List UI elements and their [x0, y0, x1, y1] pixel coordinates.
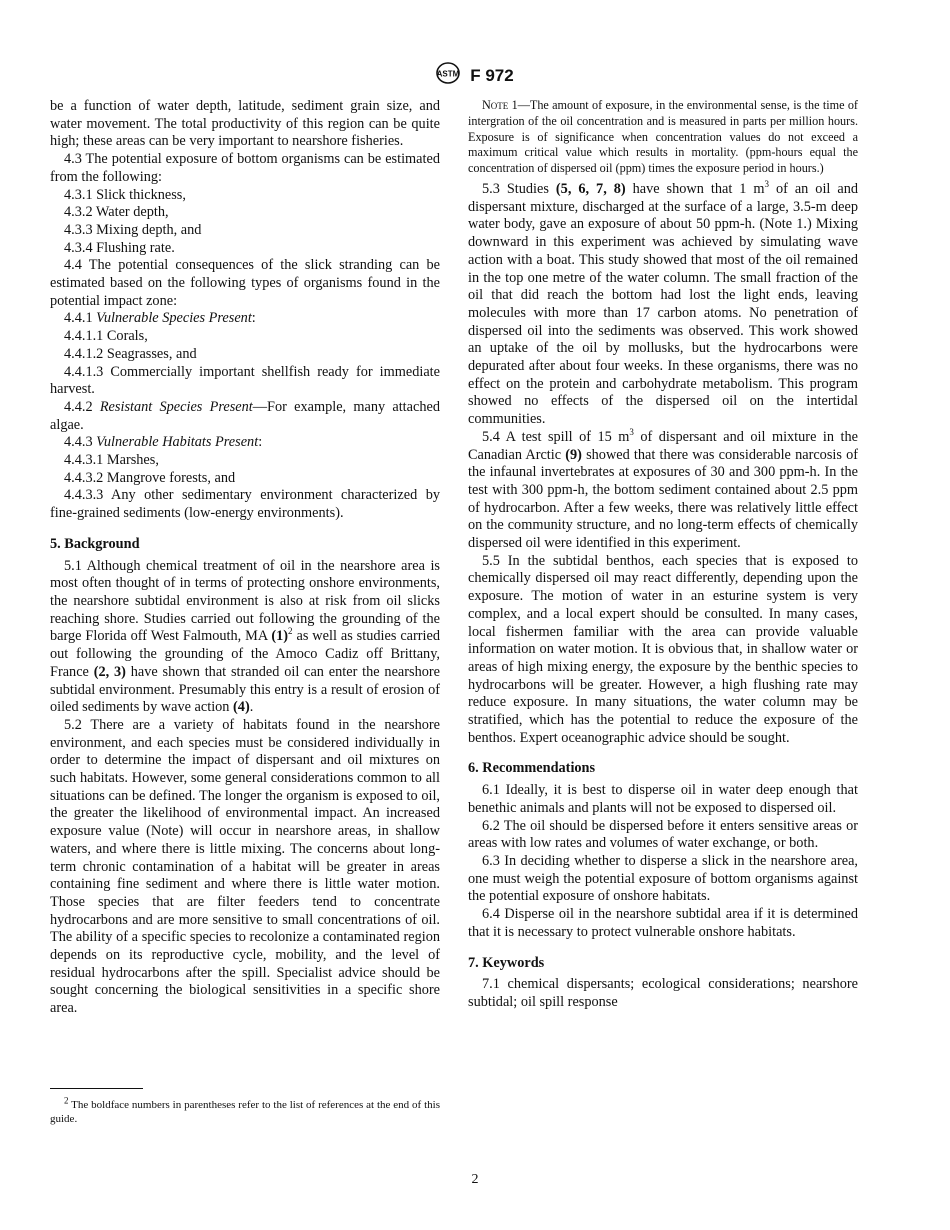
item-4-3-2: 4.3.2 Water depth, — [64, 204, 169, 221]
item-4-4-1-3: 4.4.1.3 Commercially important shellfish ready for immediate harvest. — [50, 363, 440, 398]
section-heading-6: 6. Recommendations — [468, 760, 596, 777]
item-4-3-4: 4.3.4 Flushing rate. — [64, 239, 175, 256]
item-4-4-3-1: 4.4.3.1 Marshes, — [64, 452, 159, 469]
item-4-3-1: 4.3.1 Slick thickness, — [64, 186, 186, 203]
paragraph-5-5: 5.5 In the subtidal benthos, each species that is exposed to chemically dispersed oil may react differently, depending upon the exposure. The motion of water in an esturine system is very complex, and a local expert should be consulted. In many cases, local fishermen familiar with the area can provide valuable information on water motion. It is obvious that, in shallow water or areas of high mixing energy, the exposure by the benthic species to hydrocarbons will be greater. However, a high flushing rate may reduce exposure. In many situations, the water column may be stratified, which has the potential to reduce the exposure of the benthos. Expert oceanographic advice should be sought. — [468, 552, 858, 746]
section-heading-7: 7. Keywords — [468, 954, 545, 971]
item-4-4-2: 4.4.2 Resistant Species Present—For example, many attached algae. — [50, 398, 440, 433]
paragraph-4-4: 4.4 The potential consequences of the slick stranding can be estimated based on the following types of organisms found in the potential impact zone: — [50, 257, 440, 309]
paragraph-6-3: 6.3 In deciding whether to disperse a slick in the nearshore area, one must weigh the potential exposure of bottom organisms against the potential exposure of onshore habitats. — [468, 853, 858, 905]
svg-text:ASTM: ASTM — [436, 69, 460, 79]
paragraph-4-3: 4.3 The potential exposure of bottom organisms can be estimated from the following: — [50, 151, 440, 185]
paragraph-6-2: 6.2 The oil should be dispersed before it enters sensitive areas or areas with low rates and volumes of water exchange, or both. — [468, 817, 858, 852]
footnote-rule — [50, 1088, 143, 1089]
item-4-4-3: 4.4.3 Vulnerable Habitats Present: — [64, 434, 263, 451]
page-header — [0, 62, 950, 89]
item-4-4-1-1: 4.4.1.1 Corals, — [64, 328, 148, 345]
astm-logo-icon — [436, 62, 460, 89]
paragraph-6-1: 6.1 Ideally, it is best to disperse oil in water deep enough that benethic animals and plants will not be exposed to dispersed oil. — [468, 782, 858, 816]
item-4-4-3-3: 4.4.3.3 Any other sedimentary environment characterized by fine-grained sediments (low-energy environments). — [50, 487, 440, 522]
paragraph-4-2-cont: be a function of water depth, latitude, sediment grain size, and water movement. The total productivity of this region can be quite high; these areas can be very important to nearshore fisheries. — [50, 98, 440, 150]
item-4-4-3-2: 4.4.3.2 Mangrove forests, and — [64, 469, 236, 486]
paragraph-5-4: 5.4 A test spill of 15 $m^3$ of dispersant and oil mixture in the Canadian Arctic (9) showed that there was considerable narcosis of the infaunal invertebrates at exposures of 30 and 300 ppm-h. In the test with 300 ppm-h, the bottom sediment contained about 2.5 ppm of hydrocarbon. After a few weeks, there was relatively little effect on the community structure, and no long-term effects of chemically dispersed oil were identified in this experiment. — [468, 427, 858, 552]
paragraph-7-1: 7.1 chemical dispersants; ecological considerations; nearshore subtidal; oil spill response — [468, 976, 858, 1010]
item-4-3-3: 4.3.3 Mixing depth, and — [64, 221, 202, 238]
left-column — [50, 98, 440, 1018]
paragraph-5-1: 5.1 Although chemical treatment of oil in the nearshore area is most often thought of in terms of protecting onshore environments, the nearshore subtidal environment is also at risk from oil slicks reaching shore. Studies carried out following the grounding of the barge Florida off West Falmouth, MA $(1)^2$ as well as studies carried out following the grounding of the Amoco Cadiz off Brittany, France (2, 3) have shown that stranded oil can enter the nearshore subtidal environment. Presumably this entry is a result of erosion of oiled sediments by wave action (4). — [50, 557, 440, 716]
item-4-4-1-2: 4.4.1.2 Seagrasses, and — [64, 345, 197, 362]
note-1: Note 1—The amount of exposure, in the environmental sense, is the time of intergration of the oil concentration and is measured in parts per million hours. Exposure is of significance when concentration values do not exceed a maximum critical value which results in mortality. (ppm-hours equal the concentration of dispersed oil (ppm) times the exposure period in hours.) — [468, 98, 858, 176]
paragraph-5-2: 5.2 There are a variety of habitats found in the nearshore environment, and each species must be considered individually in order to determine the impact of dispersant and oil mixtures on such habitats. However, some general considerations common to all situations can be defined. The longer the organism is exposed to oil, the greater the likelihood of environmental impact. An increased exposure value (Note) will occur in nearshore areas, in shallow waters, and where there is little mixing. The concerns about long-term chronic contamination of a habitat will be greater in areas containing fine sediment and where there is little water motion. Those species that are filter feeders tend to concentrate hydrocarbons and are more sensitive to small concentrations of oil. The ability of a specific species to recolonize a contaminated region depends on its reproductive cycle, mobility, and the level of residual hydrocarbons after the spill. Specialist advice should be sought concerning the biological sensitivities in a specific shore area. — [50, 716, 440, 1017]
paragraph-5-3: 5.3 Studies (5, 6, 7, 8) have shown that 1 $m^3$ of an oil and dispersant mixture, discharged at the surface of a large, 3.5-m deep water body, gave an exposure of about 50 ppm-h. (Note 1.) Mixing downward in this experiment was achieved by simulating wave action with a boat. This study showed that most of the oil remained in the top one metre of the water column. The small fraction of the oil that did reach the bottom had lost the light ends, leaving molecules with more than 17 carbon atoms. No penetration of dispersed oil into the sediments was observed. This work showed an uptake of the oil by mollusks, but the hydrocarbons were depurated after about four weeks. In these organisms, there was no effect on the protein and carbohydrate metabolism. This program showed no effects of the dispersed oil on the intertidal communities. — [468, 179, 858, 428]
right-column — [468, 98, 858, 1012]
section-heading-5: 5. Background — [50, 535, 140, 552]
footnote: $^2$ The boldface numbers in parentheses refer to the list of references at the end of this guide. — [50, 1095, 440, 1125]
standard-code: F 972 — [470, 65, 514, 85]
page-number: 2 — [471, 1172, 479, 1187]
item-4-4-1: 4.4.1 Vulnerable Species Present: — [64, 310, 256, 327]
paragraph-6-4: 6.4 Disperse oil in the nearshore subtidal area if it is determined that it is necessary to protect vulnerable onshore habitats. — [468, 906, 858, 940]
